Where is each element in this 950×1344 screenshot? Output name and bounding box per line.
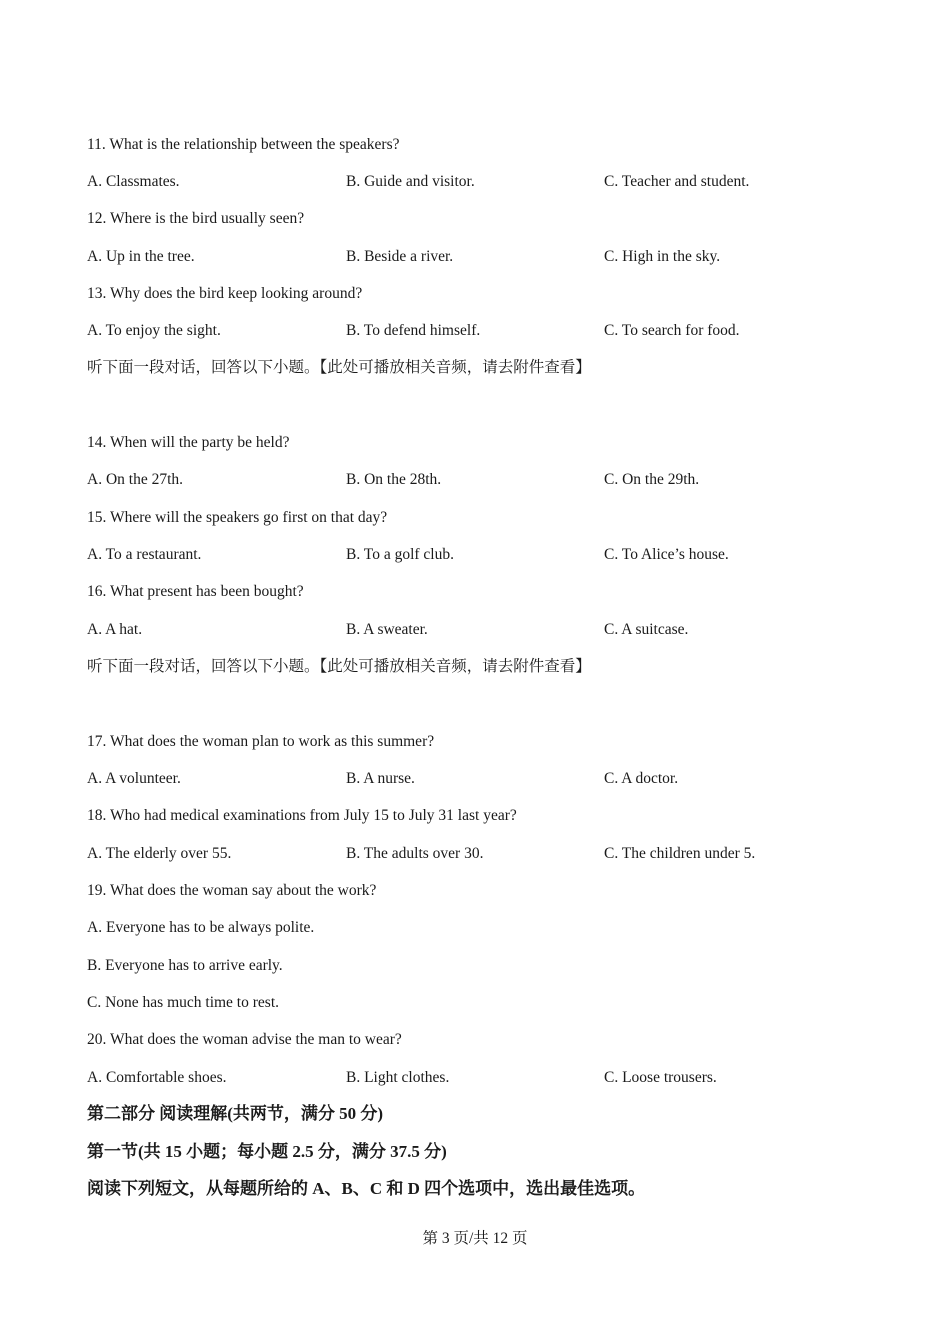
audio-instruction: 听下面一段对话，回答以下小题。【此处可播放相关音频，请去附件查看】 (87, 658, 591, 675)
option-16-c: C. A suitcase. (604, 621, 689, 638)
option-15-c: C. To Alice’s house. (604, 546, 729, 563)
option-12-a: A. Up in the tree. (87, 248, 195, 265)
question-20: 20. What does the woman advise the man to wear? (87, 1031, 402, 1048)
option-19-b: B. Everyone has to arrive early. (87, 957, 283, 974)
option-18-c: C. The children under 5. (604, 845, 756, 862)
option-13-a: A. To enjoy the sight. (87, 322, 221, 339)
question-16: 16. What present has been bought? (87, 583, 304, 600)
question-12: 12. Where is the bird usually seen? (87, 210, 305, 227)
option-15-a: A. To a restaurant. (87, 546, 202, 563)
option-16-b: B. A sweater. (346, 621, 428, 638)
option-20-a: A. Comfortable shoes. (87, 1069, 227, 1086)
option-11-c: C. Teacher and student. (604, 173, 750, 190)
option-13-c: C. To search for food. (604, 322, 740, 339)
option-19-c: C. None has much time to rest. (87, 994, 279, 1011)
option-17-c: C. A doctor. (604, 770, 679, 787)
option-14-b: B. On the 28th. (346, 471, 442, 488)
question-17: 17. What does the woman plan to work as this summer? (87, 733, 435, 750)
question-13: 13. Why does the bird keep looking around? (87, 285, 363, 302)
question-19: 19. What does the woman say about the work? (87, 882, 377, 899)
question-18: 18. Who had medical examinations from July 15 to July 31 last year? (87, 807, 517, 824)
option-12-b: B. Beside a river. (346, 248, 454, 265)
section-subtitle: 第一节(共 15 小题；每小题 2.5 分，满分 37.5 分) (87, 1142, 447, 1161)
option-11-b: B. Guide and visitor. (346, 173, 475, 190)
option-14-a: A. On the 27th. (87, 471, 184, 488)
option-18-b: B. The adults over 30. (346, 845, 484, 862)
option-12-c: C. High in the sky. (604, 248, 721, 265)
option-14-c: C. On the 29th. (604, 471, 700, 488)
part-title: 第二部分 阅读理解(共两节，满分 50 分) (87, 1104, 384, 1123)
option-20-b: B. Light clothes. (346, 1069, 450, 1086)
option-17-a: A. A volunteer. (87, 770, 181, 787)
question-11: 11. What is the relationship between the speakers? (87, 136, 400, 153)
option-13-b: B. To defend himself. (346, 322, 481, 339)
question-15: 15. Where will the speakers go first on that day? (87, 509, 388, 526)
page-footer: 第 3 页/共 12 页 (422, 1230, 528, 1247)
option-19-a: A. Everyone has to be always polite. (87, 919, 315, 936)
option-16-a: A. A hat. (87, 621, 143, 638)
option-17-b: B. A nurse. (346, 770, 415, 787)
option-18-a: A. The elderly over 55. (87, 845, 232, 862)
section-directions: 阅读下列短文，从每题所给的 A、B、C 和 D 四个选项中，选出最佳选项。 (87, 1179, 646, 1198)
audio-instruction: 听下面一段对话，回答以下小题。【此处可播放相关音频，请去附件查看】 (87, 359, 591, 376)
option-15-b: B. To a golf club. (346, 546, 454, 563)
option-11-a: A. Classmates. (87, 173, 180, 190)
question-14: 14. When will the party be held? (87, 434, 290, 451)
option-20-c: C. Loose trousers. (604, 1069, 717, 1086)
